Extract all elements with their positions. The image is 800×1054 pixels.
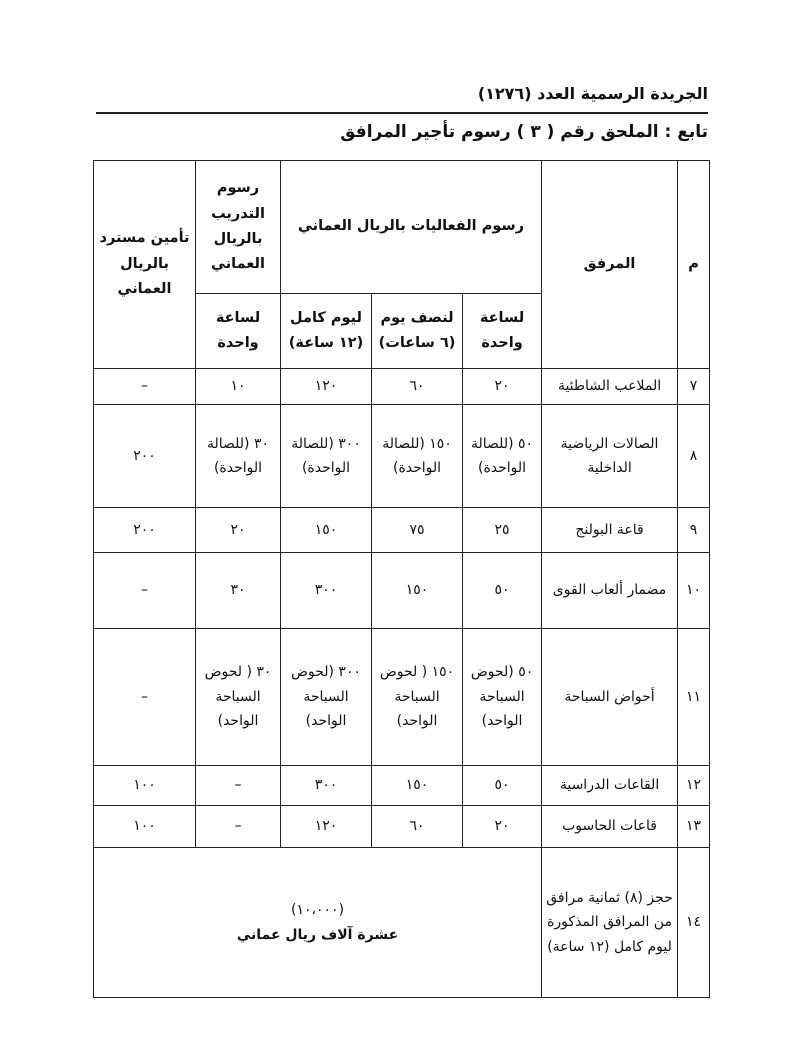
table-row: [94, 369, 710, 405]
sub-half-day-header: لنصف يوم (٦ ساعات): [372, 294, 463, 369]
fee-half-day: ٧٥: [372, 508, 463, 553]
facility-fees-table: [93, 160, 710, 998]
col-number-header: م: [678, 161, 710, 369]
col-deposit-header: تأمين مسترد بالريال العماني: [94, 161, 196, 369]
deposit: –: [94, 553, 196, 629]
fee-training: ١٠: [196, 369, 281, 405]
row-number: ٧: [678, 369, 710, 405]
sub-one-hour-header: لساعة واحدة: [463, 294, 542, 369]
table-row: [94, 629, 710, 766]
fee-full-day: ٣٠٠ (للصالة الواحدة): [281, 405, 372, 508]
fee-one-hour: ٥٠: [463, 766, 542, 806]
table-row: [94, 806, 710, 848]
fee-half-day: ١٥٠: [372, 766, 463, 806]
fee-full-day: ١٢٠: [281, 806, 372, 848]
fee-full-day: ٣٠٠: [281, 766, 372, 806]
fee-training: –: [196, 806, 281, 848]
annex-title: تابع : الملحق رقم ( ٣ ) رسوم تأجير المرافق: [340, 122, 708, 142]
facility-name: مضمار ألعاب القوى: [542, 553, 678, 629]
fee-half-day: ١٥٠: [372, 553, 463, 629]
header-divider: [96, 112, 708, 114]
row-number: ١٣: [678, 806, 710, 848]
fee-full-day: ٣٠٠ (لحوض السباحة الواحد): [281, 629, 372, 766]
fee-half-day: ١٥٠ ( لحوض السباحة الواحد): [372, 629, 463, 766]
sub-full-day-header: ليوم كامل (١٢ ساعة): [281, 294, 372, 369]
row-number: ١٢: [678, 766, 710, 806]
fee-half-day: ١٥٠ (للصالة الواحدة): [372, 405, 463, 508]
facility-name: حجز (٨) ثمانية مرافق من المرافق المذكورة ليوم كامل (١٢ ساعة): [542, 848, 678, 998]
facility-name: قاعات الحاسوب: [542, 806, 678, 848]
deposit: ٢٠٠: [94, 405, 196, 508]
facility-name: الصالات الرياضية الداخلية: [542, 405, 678, 508]
fee-training: ٣٠ ( لحوض السباحة الواحد): [196, 629, 281, 766]
fee-one-hour: ٢٥: [463, 508, 542, 553]
gazette-header: الجريدة الرسمية العدد (١٢٧٦): [477, 84, 708, 103]
row-number: ٩: [678, 508, 710, 553]
deposit: ٢٠٠: [94, 508, 196, 553]
fee-training: –: [196, 766, 281, 806]
deposit: ١٠٠: [94, 766, 196, 806]
fee-full-day: ١٢٠: [281, 369, 372, 405]
fee-one-hour: ٥٠ (لحوض السباحة الواحد): [463, 629, 542, 766]
row-number: ١١: [678, 629, 710, 766]
header-row: [94, 161, 710, 294]
package-fee-cell: [94, 848, 542, 998]
col-training-fees-header: رسوم التدريب بالريال العماني: [196, 161, 281, 294]
table-row: [94, 553, 710, 629]
deposit: –: [94, 369, 196, 405]
row-number: ١٠: [678, 553, 710, 629]
row-number: ١٤: [678, 848, 710, 998]
deposit: ١٠٠: [94, 806, 196, 848]
fee-one-hour: ٢٠: [463, 806, 542, 848]
fee-half-day: ٦٠: [372, 369, 463, 405]
fee-full-day: ١٥٠: [281, 508, 372, 553]
col-event-fees-header: رسوم الفعاليات بالريال العماني: [281, 161, 542, 294]
fee-training: ٢٠: [196, 508, 281, 553]
facility-name: قاعة البولنج: [542, 508, 678, 553]
fee-one-hour: ٥٠: [463, 553, 542, 629]
table-row: [94, 405, 710, 508]
fee-one-hour: ٥٠ (للصالة الواحدة): [463, 405, 542, 508]
fee-training: ٣٠: [196, 553, 281, 629]
facility-name: الملاعب الشاطئية: [542, 369, 678, 405]
deposit: –: [94, 629, 196, 766]
table-row: [94, 508, 710, 553]
fee-full-day: ٣٠٠: [281, 553, 372, 629]
row-number: ٨: [678, 405, 710, 508]
table-row-package: [94, 848, 710, 998]
facility-name: أحواض السباحة: [542, 629, 678, 766]
col-facility-header: المرفق: [542, 161, 678, 369]
fee-one-hour: ٢٠: [463, 369, 542, 405]
package-fee-words: عشرة آلاف ريال عماني: [236, 926, 399, 943]
fee-training: ٣٠ (للصالة الواحدة): [196, 405, 281, 508]
fee-half-day: ٦٠: [372, 806, 463, 848]
package-fee-amount: (١٠،٠٠٠): [290, 902, 345, 918]
sub-training-hour-header: لساعة واحدة: [196, 294, 281, 369]
table-row: [94, 766, 710, 806]
facility-name: القاعات الدراسية: [542, 766, 678, 806]
